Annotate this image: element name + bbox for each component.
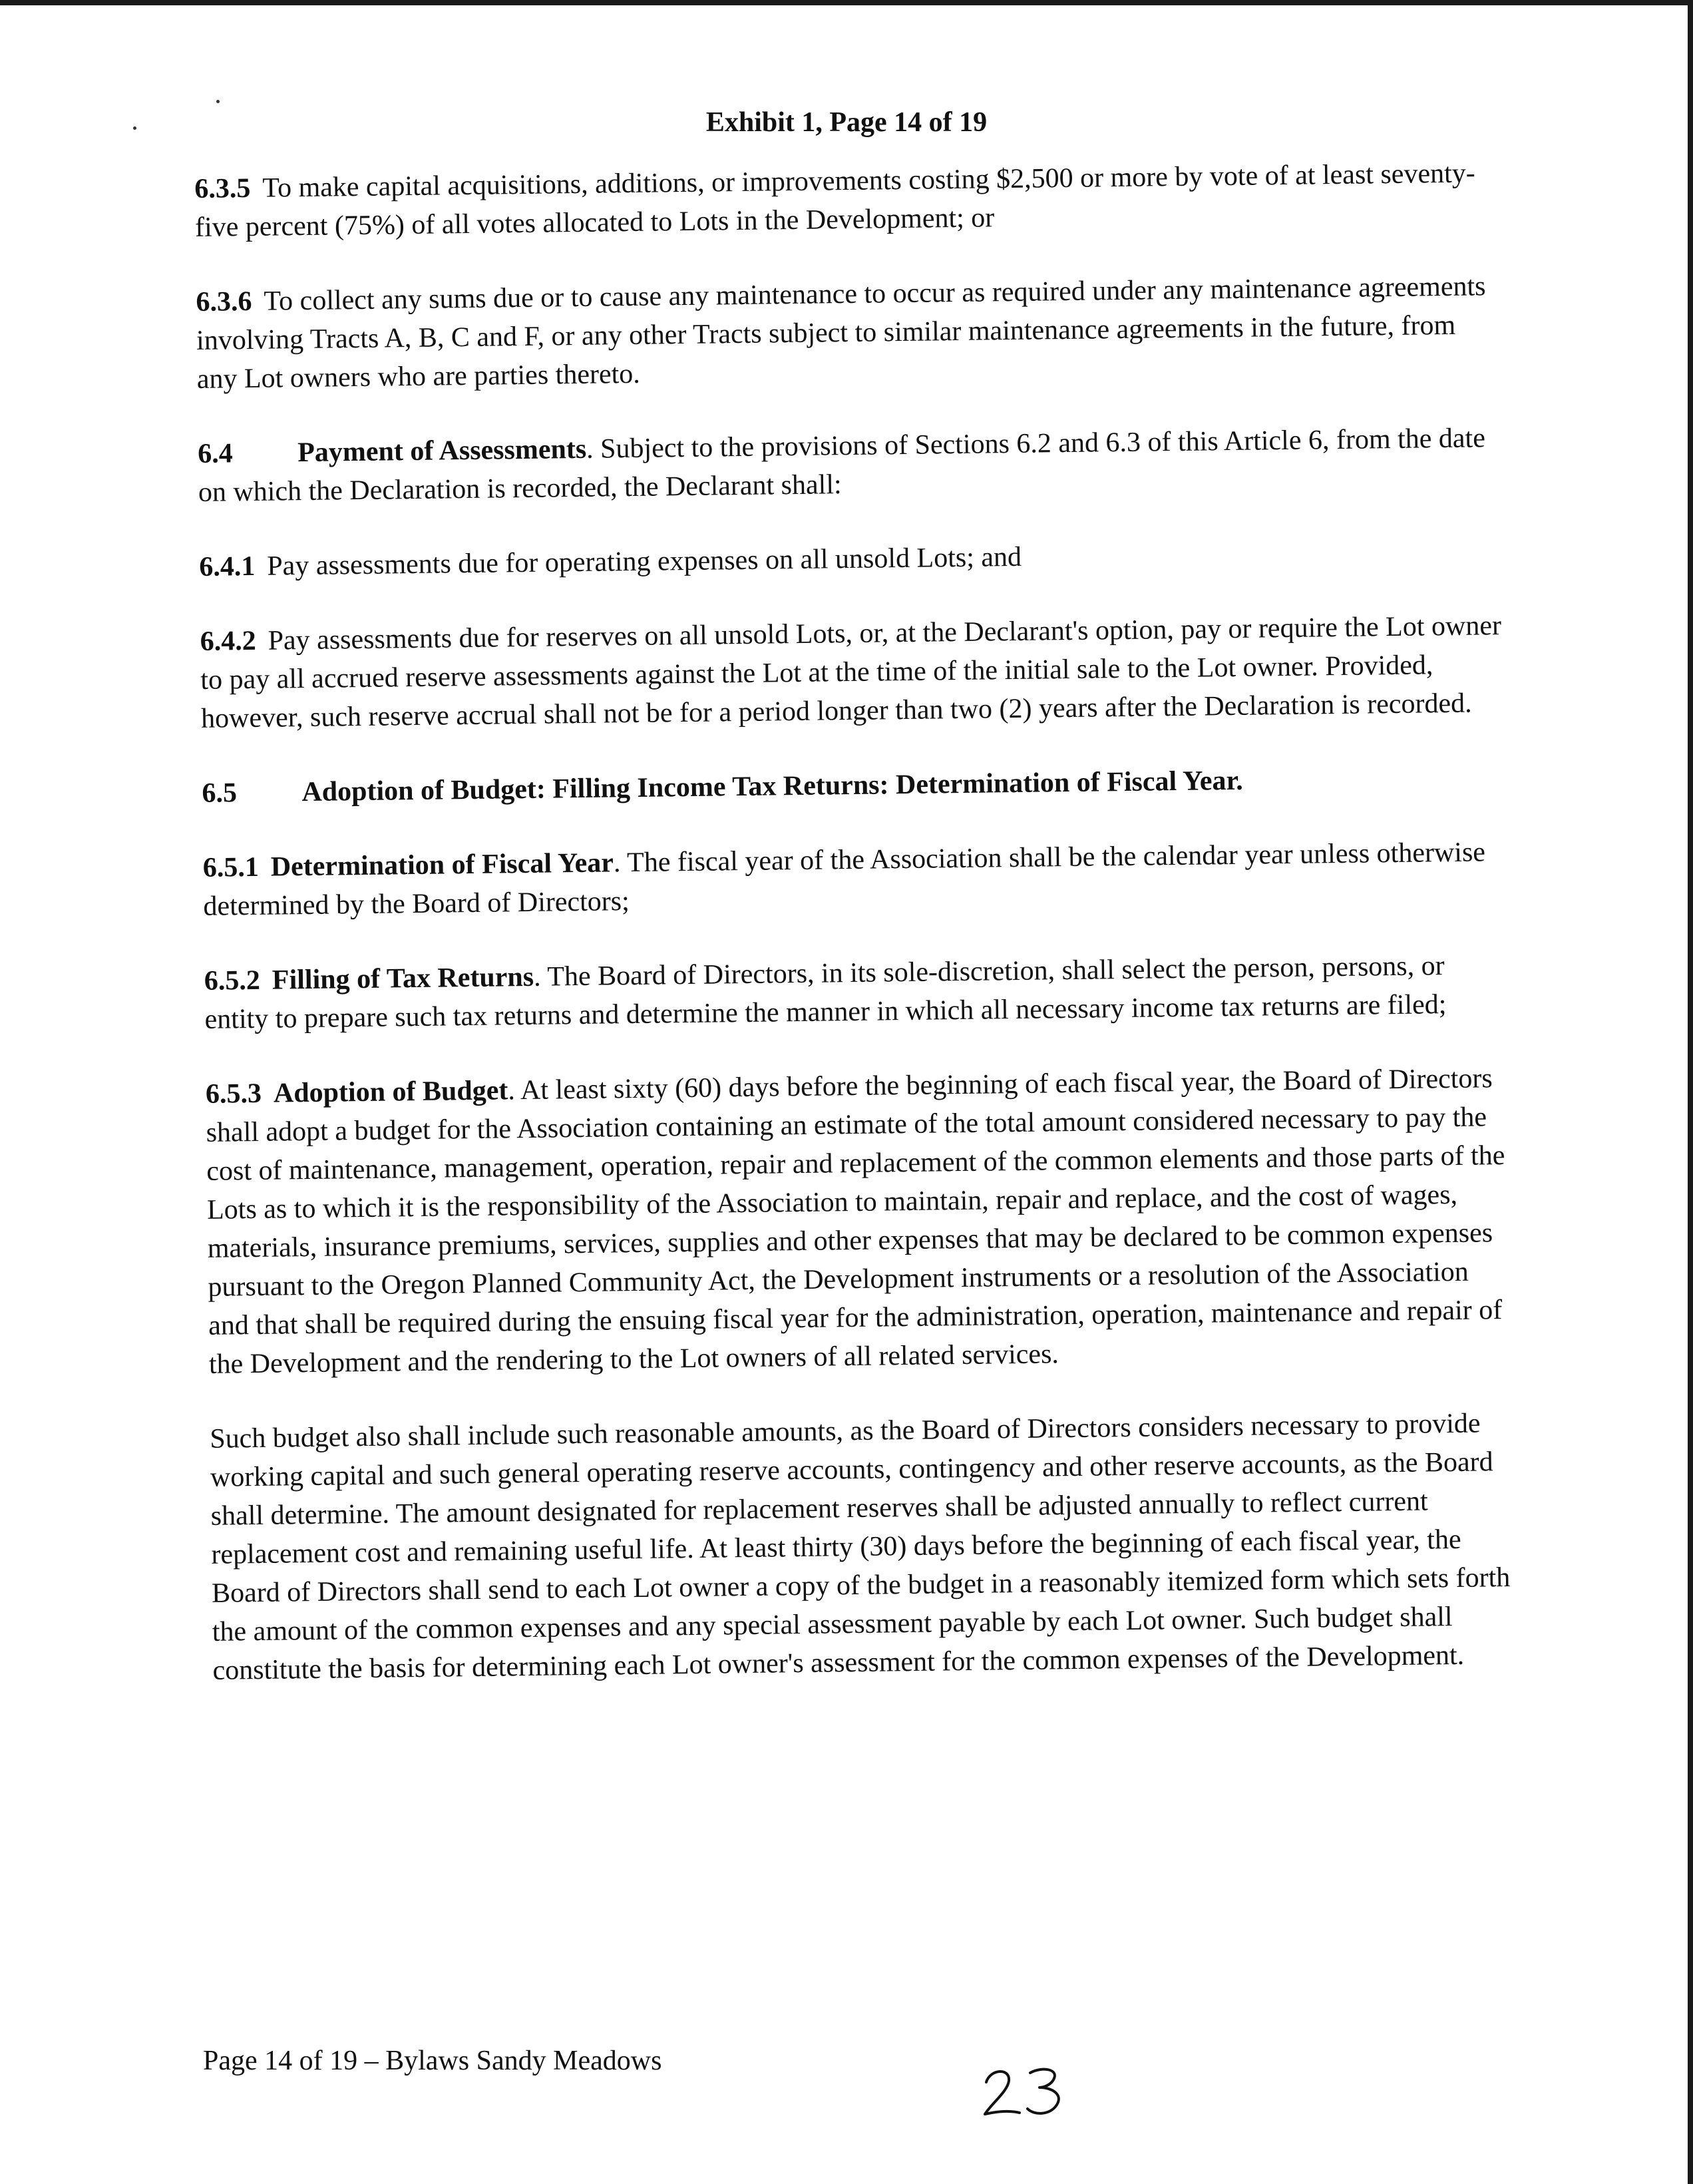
section-number: 6.5 bbox=[202, 777, 238, 809]
section-6-4 bbox=[198, 419, 1503, 512]
scan-speck bbox=[216, 100, 220, 103]
section-text: : Filling Income Tax Returns: Determination of Fiscal Year. bbox=[536, 765, 1244, 805]
section-number: 6.4.2 bbox=[200, 625, 256, 657]
section-6-4-2 bbox=[200, 606, 1505, 738]
section-6-5-3 bbox=[206, 1059, 1514, 1384]
section-text: . The Board of Directors, in its sole-discretion, shall select the person, persons, or entity to prepare such tax returns and determine the manner in which all necessary income tax returns are filed; bbox=[204, 951, 1447, 1035]
section-text: Pay assessments due for operating expenses on all unsold Lots; and bbox=[267, 541, 1022, 582]
section-title: Determination of Fiscal Year bbox=[270, 847, 614, 883]
section-title: Filling of Tax Returns bbox=[272, 961, 534, 996]
closing-paragraph: Such budget also shall include such reasonable amounts, as the Board of Directors considers necessary to provide working capital and such general operating reserve accounts, contingency and other reserve accounts, as the Board shall determine. The amount designated for replacement reserves shall be adjusted annually to reflect current replacement cost and remaining useful life. At least thirty (30) days before the beginning of each fiscal year, the Board of Directors shall send to each Lot owner a copy of the budget in a reasonably itemized form which sets forth the amount of the common expenses and any special assessment payable by each Lot owner. Such budget shall constitute the basis for determining each Lot owner's assessment for the common expenses of the Development. bbox=[210, 1408, 1511, 1686]
section-text: To make capital acquisitions, additions, or improvements costing $2,500 or more by vote of at least seventy-five percent (75%) of all votes allocated to Lots in the Development; or bbox=[194, 158, 1475, 243]
section-number: 6.4 bbox=[197, 438, 233, 469]
section-text: . At least sixty (60) days before the beginning of each fiscal year, the Board of Directors shall adopt a budget for the Association containing an estimate of the total amount considered necessary to pay the cost of maintenance, management, operation, repair and replacement of the common elements and those parts of the Lots as to which it is the responsibility of the Association to maintain, repair and replace, and the cost of wages, materials, insurance premiums, services, supplies and other expenses that may be declared to be common expenses pursuant to the Oregon Planned Community Act, the Development instruments or a resolution of the Association and that shall be required during the ensuing fiscal year for the administration, operation, maintenance and repair of the Development and the rendering to the Lot owners of all related services. bbox=[206, 1063, 1505, 1380]
section-6-4-1 bbox=[199, 532, 1504, 586]
section-text: . Subject to the provisions of Sections 6.2 and 6.3 of this Article 6, from the date on which the Declaration is recorded, the Declarant shall: bbox=[198, 423, 1486, 508]
section-number: 6.5.1 bbox=[202, 851, 260, 883]
section-title: Adoption of Budget bbox=[273, 1075, 508, 1109]
section-number: 6.5.2 bbox=[204, 965, 261, 996]
section-6-3-6 bbox=[196, 267, 1501, 399]
page-footer: Page 14 of 19 – Bylaws Sandy Meadows bbox=[203, 2046, 662, 2076]
section-title: Adoption of Budget bbox=[301, 773, 537, 808]
document-body bbox=[194, 154, 1517, 1726]
section-6-5-1 bbox=[202, 833, 1507, 926]
section-6-5-2 bbox=[204, 946, 1509, 1039]
section-text: To collect any sums due or to cause any maintenance to occur as required under any maintenance agreements involving Tracts A, B, C and F, or any other Tracts subject to similar maintenance agreements in the future, from any Lot owners who are parties thereto. bbox=[196, 271, 1486, 395]
section-title: Payment of Assessments bbox=[297, 433, 587, 469]
scan-edge-top bbox=[0, 0, 1693, 5]
page-header: Exhibit 1, Page 14 of 19 bbox=[705, 107, 988, 138]
section-text: Pay assessments due for reserves on all unsold Lots, or, at the Declarant's option, pay or require the Lot owner to pay all accrued reserve assessments against the Lot at the time of the initial sale to the Lot owner. Provided, however, such reserve accrual shall not be for a period longer than two (2) years after the Declaration is recorded. bbox=[200, 610, 1502, 734]
section-number: 6.4.1 bbox=[199, 550, 256, 582]
handwritten-page-number bbox=[978, 2062, 1071, 2122]
section-number: 6.3.5 bbox=[194, 172, 251, 204]
section-text: . The fiscal year of the Association shall be the calendar year unless otherwise determined by the Board of Directors; bbox=[203, 837, 1486, 922]
section-number: 6.3.6 bbox=[196, 286, 252, 318]
section-number: 6.5.3 bbox=[205, 1078, 262, 1110]
section-6-3-5 bbox=[194, 154, 1499, 247]
section-6-5 bbox=[202, 758, 1507, 813]
scan-edge-right bbox=[1688, 0, 1693, 2184]
